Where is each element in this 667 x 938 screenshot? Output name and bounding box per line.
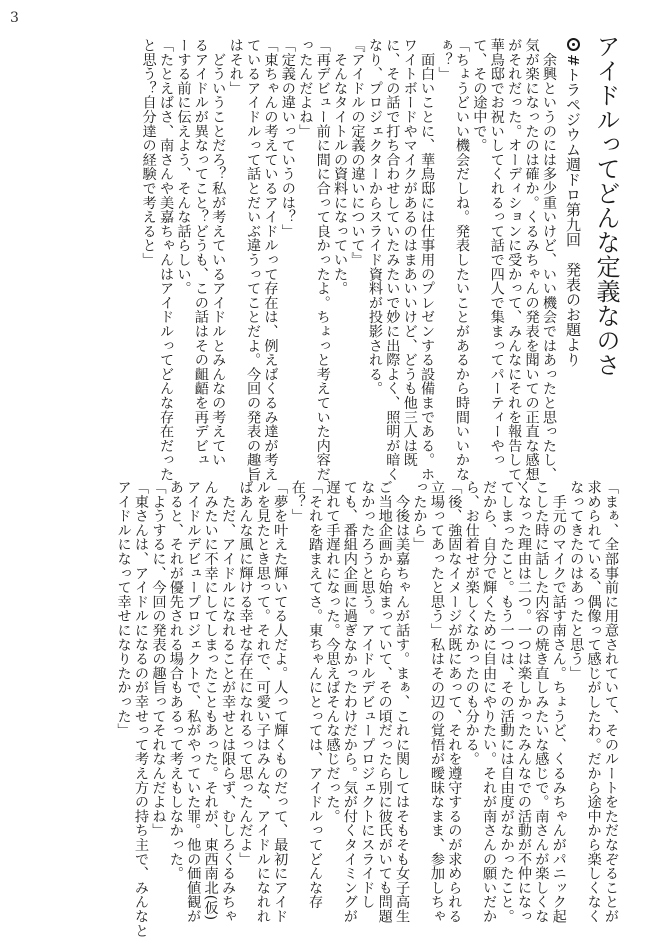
text-line: ら、お仕着せが楽しくなかったのも分かる。 — [463, 480, 480, 766]
text-line: だから、自分で輝くために自由にやりたい。それが南さんの願いだか — [481, 480, 498, 924]
text-line: ても、番組内企画に過ぎなかったわけだから。気が付くタイミングが — [341, 480, 358, 924]
subtitle — [564, 38, 581, 367]
text-line: 「まぁ、全部事前に用意されていて、そのルートをただなぞることが — [603, 480, 619, 924]
text-line: 「定義の違いっていうのは？」 — [279, 38, 296, 239]
text-line: と思う？自分達の経験で考えると」 — [140, 38, 157, 267]
text-line: アイドルデビュープロジェクトで、私がやっていた罪。他の価値観が — [185, 480, 202, 924]
text-line: て、その途中で。 — [471, 38, 488, 153]
pin-icon — [567, 38, 580, 51]
text-line: ぁ？」 — [436, 38, 453, 81]
text-line: てしまったこと。もう一つは、その活動には自由度がなかったこと。 — [498, 480, 515, 924]
text-line: ルを見たとき思って。それで、可愛い子はみんな、アイドルになれれ — [254, 480, 271, 924]
text-line: 「東さんは、アイドルになるのが幸せって考え方の持ち主で、みんなと — [133, 480, 150, 938]
page-number: 3 — [10, 10, 19, 26]
text-line: なってきたのはあったと思う」 — [568, 480, 585, 681]
text-line: 求められている、偶像って感じがしたわ。だから途中から楽しくなく — [585, 480, 602, 924]
text-line: 面白いことに、華鳥邸には仕事用のプレゼンする設備まである。ホ — [419, 38, 436, 482]
subtitle-text: #トラペジウム週ドロ第九回 発表のお題より — [564, 54, 582, 367]
text-line: 余興というのには多少重いけど、いい機会ではあったと思ったし、 — [541, 38, 557, 482]
text-line: がそれだった。オーディションに受かって、みんなにそれを報告して、 — [506, 38, 523, 496]
text-line: なり、プロジェクターからスライド資料が投影される。 — [366, 38, 383, 396]
bottom-text-block — [114, 480, 619, 938]
text-line: アイドルになって幸せになりたかった」 — [115, 480, 132, 738]
text-line: 「たとえばさ、南さんや美嘉ちゃんはアイドルってどんな存在だった — [158, 38, 175, 482]
text-line: こした時に話した内容の焼き直しみたいな感じで。南さんが楽しくな — [533, 480, 550, 924]
page-title: アイドルってどんな定義なのさ — [592, 34, 620, 377]
text-line: ご当地企画から始まっていて、その頃だったら別に彼氏がいても問題 — [376, 480, 393, 924]
text-line: に、その話で打ち合わせしていたみたいで妙に出際よく、照明が暗く — [384, 38, 401, 482]
text-line: 手元のマイクで話す南さん。ちょうど、くるみちゃんがパニック起 — [550, 480, 567, 924]
text-line: ワイトボードやマイクがあるのはまあいいけど、どうも他三人は既 — [401, 38, 418, 467]
text-line: なかったろうと思う。アイドルデビュープロジェクトにスライドし — [359, 480, 376, 909]
text-line: 遅れて手遅れになった。今思えばそんな感じだった。 — [324, 480, 341, 824]
text-line: 「後、強固なイメージが既にあって、それを遵守するのが求められる — [446, 480, 463, 924]
text-line: 「それを踏まえてさ。東ちゃんにとっては、アイドルってどんな存 — [307, 480, 324, 909]
text-line: 今後は美嘉ちゃんが話す。まぁ、これに関してはそもそも女子高生 — [394, 480, 411, 924]
text-line: はそれ」 — [227, 38, 244, 96]
text-line: 気が楽になったのは確か。くるみちゃんの発表を聞いての正直な感想 — [523, 38, 540, 482]
text-line: あると、それが優先される場合もあるって考えもしなかった。 — [167, 480, 184, 881]
text-line: くなった理由は二つ。一つは楽しかったみんなでの活動が不仲になっ — [515, 480, 532, 924]
text-line: 華鳥邸でお祝いしてくれるって話で四人で集まってパーティーやっ — [488, 38, 505, 467]
text-line: 「ようするに、今回の発表の趣旨ってそれなんだよね」 — [150, 480, 167, 838]
text-line: 『アイドルの定義の違いについて』 — [349, 38, 366, 267]
top-text-block — [139, 38, 557, 496]
text-line: 在？」 — [289, 480, 306, 523]
text-line: そんなタイトルの資料になっていた。 — [332, 38, 349, 296]
text-line: ただ、アイドルになれることが幸せとは限らず、むしろくるみちゃ — [220, 480, 237, 924]
text-line: 「東ちゃんの考えているアイドルって存在は、例えばくるみ達が考え — [262, 38, 279, 482]
text-line: るアイドルが異なってこと？どうも、この話はその齟齬を再デビュ — [192, 38, 209, 467]
text-line: 「ちょうどいい機会だしね。発表したいことがあるから時間いいかな — [453, 38, 470, 482]
text-line: 「夢を叶えた輝いてる人だよ。人って輝くものだって、最初にアイド — [272, 480, 289, 924]
text-line: 「再デビュー前に間に合って良かったよ。ちょっと考えていた内容だ — [314, 38, 331, 482]
text-line: 立場ってあったと思う」私はその辺の覚悟が曖昧なまま、参加しちゃ — [428, 480, 445, 924]
text-line: ったから」 — [411, 480, 428, 552]
text-line: んみたいに不幸にしてしまったこともあった。それが、東西南北(仮) — [202, 480, 219, 921]
text-line: どういうことだろ？私が考えているアイドルとみんなの考えてい — [210, 38, 227, 467]
text-line: ばあんな風に輝ける幸せな存在になれるって思ったんだよ」 — [237, 480, 254, 867]
text-line: ったんだよね」 — [297, 38, 314, 139]
text-line: ているアイドルって話とだいぶ違うってことだよ。今回の発表の趣旨 — [245, 38, 262, 482]
text-line: ーする前に伝えよう、そんな話らしい。 — [175, 38, 192, 296]
